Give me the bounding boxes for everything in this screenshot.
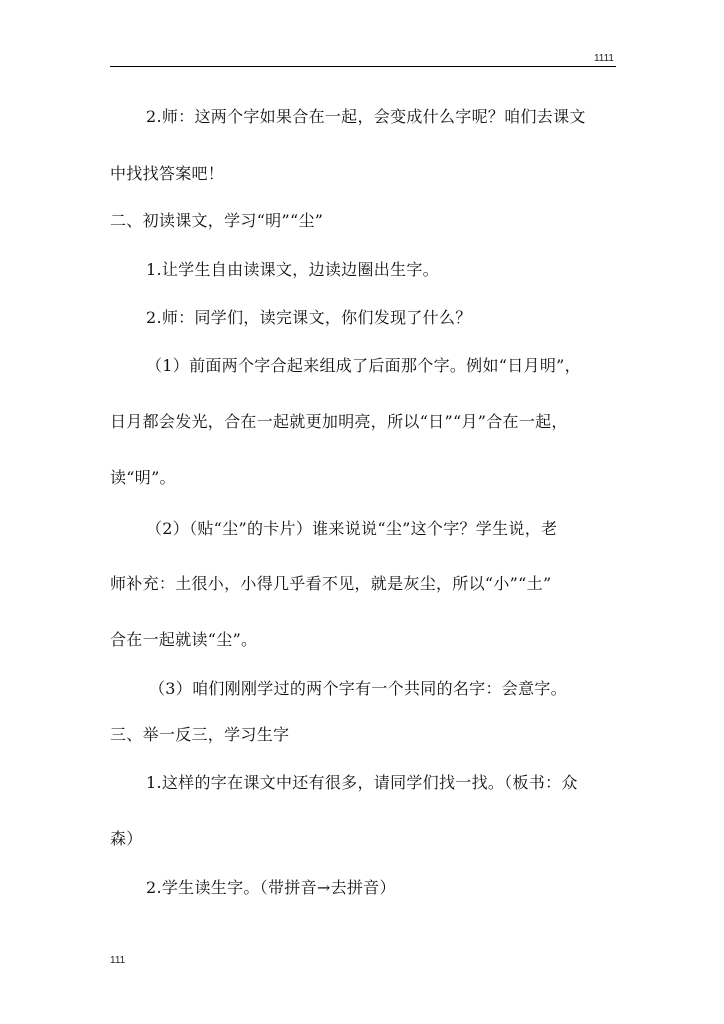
body-line: 2.学生读生字。（带拼音→去拼音）: [146, 878, 396, 897]
section-heading: 二、初读课文，学习“明”“尘”: [110, 211, 324, 230]
body-line: 2.师：同学们，读完课文，你们发现了什么？: [146, 308, 472, 327]
body-line: 师补充：土很小，小得几乎看不见，就是灰尘，所以“小”“土”: [110, 574, 552, 593]
body-line: （1）前面两个字合起来组成了后面那个字。例如“日月明”，: [146, 356, 581, 375]
section-heading: 三、举一反三，学习生字: [110, 725, 290, 744]
body-line: 中找找答案吧！: [110, 164, 225, 183]
body-line: 2.师：这两个字如果合在一起，会变成什么字呢？咱们去课文: [146, 107, 586, 126]
body-line: 合在一起就读“尘”。: [110, 630, 258, 649]
body-line: 日月都会发光，合在一起就更加明亮，所以“日”“月”合在一起，: [110, 412, 568, 431]
body-line: 森）: [110, 829, 143, 848]
body-line: （2）（贴“尘”的卡片）谁来说说“尘”这个字？学生说，老: [146, 519, 558, 538]
body-line: 读“明”。: [110, 468, 176, 487]
page-header-number: 1111: [593, 53, 614, 64]
body-line: （3）咱们刚刚学过的两个字有一个共同的名字：会意字。: [149, 679, 567, 698]
body-line: 1.这样的字在课文中还有很多，请同学们找一找。（板书：众: [146, 773, 578, 792]
page-footer-number: 111: [110, 955, 126, 966]
body-line: 1.让学生自由读课文，边读边圈出生字。: [146, 260, 439, 279]
header-rule: [110, 66, 616, 67]
